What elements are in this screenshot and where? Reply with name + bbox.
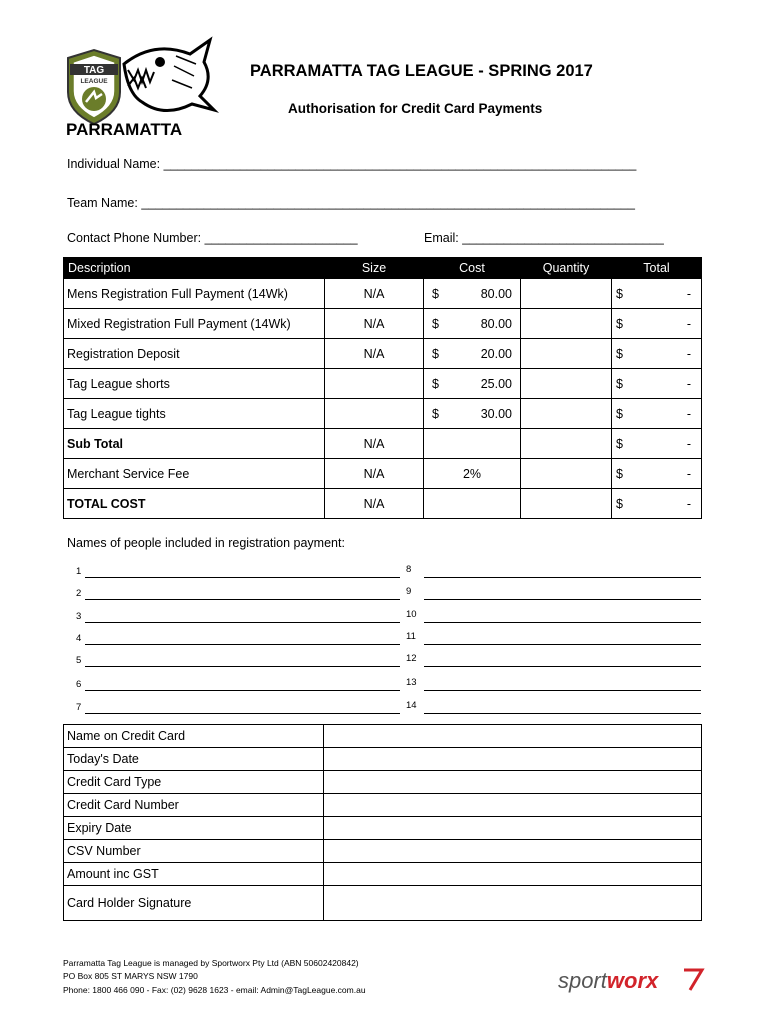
parramatta-tag-league-logo (64, 36, 224, 140)
cc-number-input[interactable] (324, 794, 702, 817)
item-description: Tag League shorts (64, 369, 325, 399)
sportworx-logo (556, 966, 706, 994)
currency-symbol: $ (616, 346, 623, 361)
total-cost-size: N/A (325, 489, 424, 519)
total-value: - (686, 286, 691, 301)
cc-label: Today's Date (64, 748, 324, 771)
name-line-8[interactable] (424, 577, 701, 578)
name-number: 8 (406, 564, 412, 575)
total-cost-quantity (521, 489, 612, 519)
cost-value: 80.00 (480, 286, 512, 301)
cc-label: Card Holder Signature (64, 886, 324, 921)
cost-value: 20.00 (480, 346, 512, 361)
individual-name-field[interactable]: Individual Name: ____________________________________________________________________ (67, 157, 637, 171)
table-row (64, 369, 702, 399)
name-line-9[interactable] (424, 599, 701, 600)
table-row (64, 794, 702, 817)
cc-label: Expiry Date (64, 817, 324, 840)
item-total (612, 309, 702, 339)
email-field[interactable]: Email: _____________________________ (424, 231, 664, 245)
name-number: 11 (406, 631, 416, 642)
name-line-5[interactable] (85, 666, 400, 667)
merchant-fee-total (612, 459, 702, 489)
cc-name-input[interactable] (324, 725, 702, 748)
name-line-14[interactable] (424, 713, 701, 714)
cc-label: Name on Credit Card (64, 725, 324, 748)
logo-badge-bottom: LEAGUE (80, 78, 108, 85)
total-value: - (686, 376, 691, 391)
cc-amount-input[interactable] (324, 863, 702, 886)
total-cost-label: TOTAL COST (64, 489, 325, 519)
currency-symbol: $ (432, 346, 439, 361)
currency-symbol: $ (616, 286, 623, 301)
currency-symbol: $ (432, 286, 439, 301)
cost-value: 30.00 (480, 406, 512, 421)
column-header-quantity: Quantity (521, 258, 612, 279)
total-value: - (686, 316, 691, 331)
currency-symbol: $ (432, 316, 439, 331)
subtotal-size: N/A (325, 429, 424, 459)
table-row (64, 771, 702, 794)
currency-symbol: $ (616, 466, 623, 481)
subtotal-cost (424, 429, 521, 459)
item-cost (424, 339, 521, 369)
name-line-2[interactable] (85, 599, 400, 600)
subtotal-label: Sub Total (64, 429, 325, 459)
merchant-fee-rate: 2% (424, 459, 521, 489)
total-cost-cost (424, 489, 521, 519)
subtotal-total (612, 429, 702, 459)
cc-label: Credit Card Number (64, 794, 324, 817)
total-value: - (686, 496, 691, 511)
name-line-11[interactable] (424, 644, 701, 645)
table-row (64, 840, 702, 863)
currency-symbol: $ (432, 406, 439, 421)
item-size[interactable]: N/A (325, 339, 424, 369)
name-number: 14 (406, 700, 417, 711)
document-subtitle: Authorisation for Credit Card Payments (288, 101, 543, 116)
name-number: 9 (406, 586, 412, 597)
total-value: - (686, 436, 691, 451)
cc-label: Amount inc GST (64, 863, 324, 886)
column-header-cost: Cost (424, 258, 521, 279)
item-quantity[interactable] (521, 369, 612, 399)
name-line-12[interactable] (424, 666, 701, 667)
footer-info (63, 957, 366, 997)
item-total (612, 369, 702, 399)
name-number: 2 (76, 588, 82, 599)
name-number: 12 (406, 653, 417, 664)
team-name-field[interactable]: Team Name: _______________________________________________________________________ (67, 196, 635, 210)
merchant-fee-row (64, 459, 702, 489)
table-row (64, 725, 702, 748)
table-row (64, 279, 702, 309)
name-number: 6 (76, 679, 82, 690)
item-cost (424, 309, 521, 339)
name-line-7[interactable] (85, 713, 400, 714)
name-line-1[interactable] (85, 577, 400, 578)
total-value: - (686, 346, 691, 361)
subtotal-row (64, 429, 702, 459)
cost-value: 80.00 (480, 316, 512, 331)
name-line-13[interactable] (424, 690, 701, 691)
name-number: 10 (406, 609, 417, 620)
contact-phone-field[interactable]: Contact Phone Number: ______________________ (67, 231, 358, 245)
column-header-total: Total (612, 258, 702, 279)
brand-sport: sport (558, 968, 607, 993)
registration-items-table (63, 257, 702, 519)
cc-expiry-input[interactable] (324, 817, 702, 840)
table-row (64, 399, 702, 429)
item-cost (424, 279, 521, 309)
name-number: 5 (76, 655, 82, 666)
total-value: - (686, 466, 691, 481)
footer-line-1: Parramatta Tag League is managed by Sportworx Pty Ltd (ABN 50602420842) (63, 958, 359, 968)
table-row (64, 817, 702, 840)
name-number: 13 (406, 677, 417, 688)
table-row (64, 339, 702, 369)
name-number: 1 (76, 566, 82, 577)
merchant-fee-quantity (521, 459, 612, 489)
table-row (64, 863, 702, 886)
name-line-6[interactable] (85, 690, 400, 691)
total-cost-total (612, 489, 702, 519)
subtotal-quantity (521, 429, 612, 459)
table-row (64, 748, 702, 771)
item-total (612, 279, 702, 309)
item-total (612, 399, 702, 429)
document-title: PARRAMATTA TAG LEAGUE - SPRING 2017 (250, 62, 593, 80)
names-section-label: Names of people included in registration payment: (67, 536, 345, 550)
table-row (64, 886, 702, 921)
cc-signature-input[interactable] (324, 886, 702, 921)
merchant-fee-size: N/A (325, 459, 424, 489)
item-description: Registration Deposit (64, 339, 325, 369)
credit-card-table (63, 724, 702, 921)
total-cost-row (64, 489, 702, 519)
item-description: Mens Registration Full Payment (14Wk) (64, 279, 325, 309)
logo-badge-top: TAG (83, 65, 105, 76)
cc-label: CSV Number (64, 840, 324, 863)
item-size[interactable]: N/A (325, 309, 424, 339)
item-description: Mixed Registration Full Payment (14Wk) (64, 309, 325, 339)
merchant-fee-label: Merchant Service Fee (64, 459, 325, 489)
logo-wordmark: PARRAMATTA (66, 120, 183, 139)
currency-symbol: $ (616, 316, 623, 331)
table-row (64, 309, 702, 339)
table-header-row (64, 258, 702, 279)
name-line-3[interactable] (85, 622, 400, 623)
footer-line-3: Phone: 1800 466 090 - Fax: (02) 9628 1623 - email: Admin@TagLeague.com.au (63, 984, 366, 995)
column-header-description: Description (64, 258, 325, 279)
cc-csv-input[interactable] (324, 840, 702, 863)
cc-date-input[interactable] (324, 748, 702, 771)
name-line-4[interactable] (85, 644, 400, 645)
cc-label: Credit Card Type (64, 771, 324, 794)
footer-line-2: PO Box 805 ST MARYS NSW 1790 (63, 971, 198, 982)
currency-symbol: $ (616, 376, 623, 391)
item-description: Tag League tights (64, 399, 325, 429)
currency-symbol: $ (616, 496, 623, 511)
brand-worx: worx (606, 968, 659, 993)
item-size[interactable] (325, 399, 424, 429)
item-quantity[interactable] (521, 339, 612, 369)
currency-symbol: $ (616, 406, 623, 421)
currency-symbol: $ (432, 376, 439, 391)
item-total (612, 339, 702, 369)
cc-type-input[interactable] (324, 771, 702, 794)
item-size[interactable]: N/A (325, 279, 424, 309)
currency-symbol: $ (616, 436, 623, 451)
svg-text:sportworx (558, 968, 659, 993)
item-size[interactable] (325, 369, 424, 399)
total-value: - (686, 406, 691, 421)
item-quantity[interactable] (521, 309, 612, 339)
cost-value: 25.00 (480, 376, 512, 391)
item-quantity[interactable] (521, 399, 612, 429)
name-number: 7 (76, 702, 82, 713)
item-cost (424, 369, 521, 399)
item-cost (424, 399, 521, 429)
name-number: 4 (76, 633, 82, 644)
name-number: 3 (76, 611, 82, 622)
item-quantity[interactable] (521, 279, 612, 309)
column-header-size: Size (325, 258, 424, 279)
name-line-10[interactable] (424, 622, 701, 623)
